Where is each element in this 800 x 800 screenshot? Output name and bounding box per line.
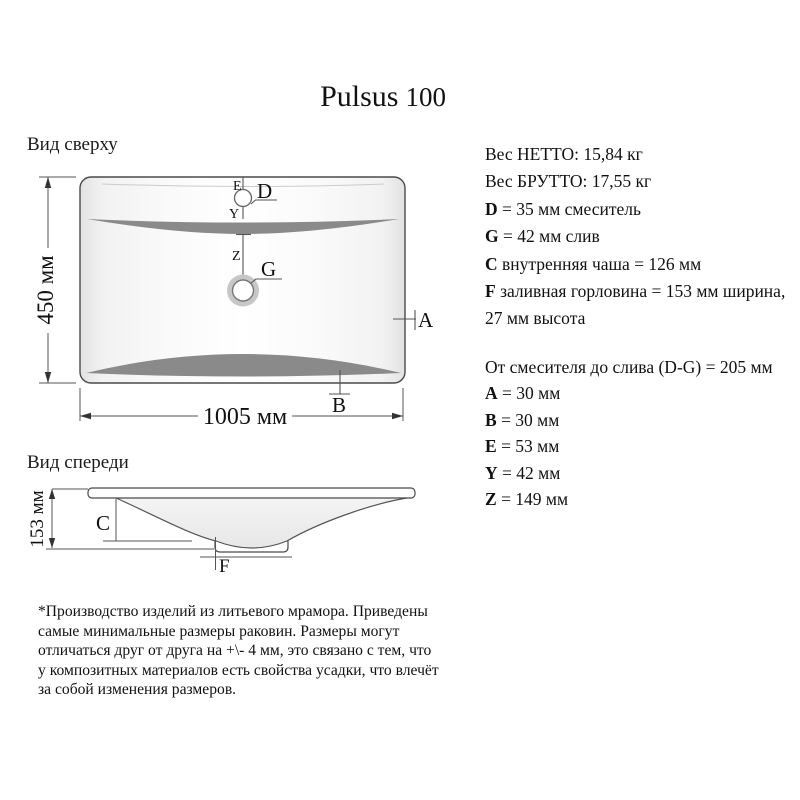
page-title <box>250 80 516 114</box>
marker-Z: Z <box>232 249 241 264</box>
marker-C: C <box>96 511 111 535</box>
height-dimension-top-view: 450 мм <box>33 255 58 325</box>
spec-line: F заливная горловина = 153 мм ширина, <box>485 281 786 302</box>
marker-A: A <box>418 308 434 332</box>
footnote <box>38 602 468 700</box>
spec-line: Z = 149 мм <box>485 489 569 510</box>
product-name: Pulsus <box>320 80 399 113</box>
spec-line: Вес НЕТТО: 15,84 кг <box>485 144 643 164</box>
spec-line: Вес БРУТТО: 17,55 кг <box>485 171 652 192</box>
front-view-label: Вид спереди <box>27 452 129 473</box>
height-dimension-front-view: 153 мм <box>27 490 48 548</box>
spec-line: 27 мм высота <box>485 308 586 329</box>
spec-line: Y = 42 мм <box>485 462 561 483</box>
footnote-line: за собой изменения размеров. <box>38 681 237 699</box>
marker-Y: Y <box>229 207 240 222</box>
footnote-line: самые минимальные размеры раковин. Размеры могут <box>38 622 400 640</box>
spec-line: От смесителя до слива (D-G) = 205 мм <box>485 357 773 377</box>
spec-block-weights-sizes <box>485 141 795 333</box>
marker-F: F <box>219 556 230 577</box>
marker-B: B <box>332 393 347 417</box>
marker-G: G <box>261 257 277 281</box>
top-view-drawing <box>0 130 460 430</box>
marker-E: E <box>233 179 242 194</box>
top-view-label: Вид сверху <box>27 134 118 155</box>
footnote-line: отличаться друг от друга на +\- 4 мм, это связано с тем, что <box>38 642 432 660</box>
marker-D: D <box>257 179 273 203</box>
spec-block-distances <box>485 354 795 512</box>
spec-line: D = 35 мм смеситель <box>485 198 641 219</box>
spec-line: E = 53 мм <box>485 436 560 457</box>
footnote-line: *Производство изделий из литьевого мрамора. Приведены <box>38 603 428 620</box>
width-dimension-top-view: 1005 мм <box>202 404 288 430</box>
spec-line: A = 30 мм <box>485 383 561 404</box>
front-view-drawing <box>0 440 460 595</box>
spec-line: C внутренняя чаша = 126 мм <box>485 253 702 274</box>
spec-line: B = 30 мм <box>485 409 560 430</box>
spec-line: G = 42 мм слив <box>485 226 600 247</box>
product-number: 100 <box>405 82 446 112</box>
sink-slab-front <box>88 488 415 498</box>
footnote-line: у композитных материалов есть свойства усадки, что влечёт <box>38 661 439 679</box>
